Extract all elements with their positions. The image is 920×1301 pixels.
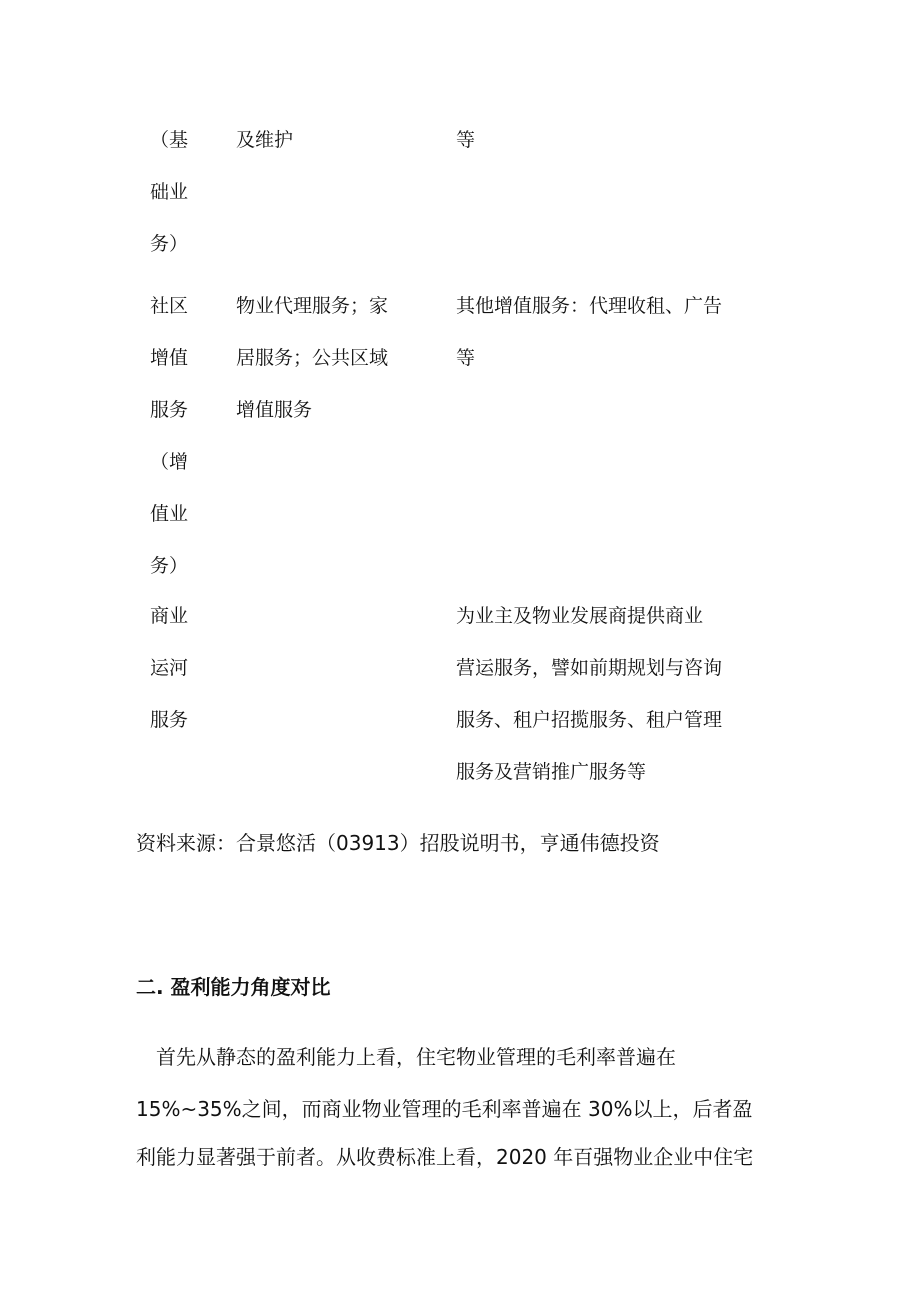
table-cell-category xyxy=(150,590,220,746)
cell-line: 服务、租户招揽服务、租户管理 xyxy=(456,709,723,731)
table-cell-service xyxy=(236,114,436,166)
cell-line: 其他增值服务：代理收租、广告 xyxy=(456,295,723,317)
paragraph-line: 利能力显著强于前者。从收费标准上看，2020 年百强物业企业中住宅 xyxy=(136,1145,754,1169)
cell-line: 务） xyxy=(150,555,189,577)
cell-line: 营运服务，譬如前期规划与咨询 xyxy=(456,657,723,679)
cell-line: 物业代理服务；家 xyxy=(236,295,389,317)
cell-line: 值业 xyxy=(150,503,189,525)
cell-line: 务） xyxy=(150,233,189,255)
cell-line: 增值服务 xyxy=(236,399,313,421)
section-heading: 二. 盈利能力角度对比 xyxy=(136,975,331,999)
cell-line: 等 xyxy=(456,347,476,369)
paragraph-line: 15%~35%之间，而商业物业管理的毛利率普遍在 30%以上，后者盈 xyxy=(136,1097,753,1121)
cell-line: 居服务；公共区域 xyxy=(236,347,389,369)
cell-line: 服务及营销推广服务等 xyxy=(456,761,647,783)
cell-line: 服务 xyxy=(150,709,189,731)
cell-line: 础业 xyxy=(150,181,189,203)
cell-line: 等 xyxy=(456,129,476,151)
paragraph-line: 首先从静态的盈利能力上看，住宅物业管理的毛利率普遍在 xyxy=(136,1045,676,1069)
cell-line: 商业 xyxy=(150,605,189,627)
cell-line: 增值 xyxy=(150,347,189,369)
cell-line: （增 xyxy=(150,451,189,473)
table-cell-description xyxy=(456,114,756,166)
table-cell-service xyxy=(236,280,436,436)
cell-line: 为业主及物业发展商提供商业 xyxy=(456,605,704,627)
table-cell-category xyxy=(150,114,220,270)
cell-line: 社区 xyxy=(150,295,189,317)
table-cell-description xyxy=(456,590,756,798)
source-note: 资料来源：合景悠活（03913）招股说明书，亨通伟德投资 xyxy=(136,831,660,855)
table-cell-category xyxy=(150,280,220,592)
cell-line: 运河 xyxy=(150,657,189,679)
cell-line: （基 xyxy=(150,129,189,151)
cell-line: 服务 xyxy=(150,399,189,421)
table-cell-description xyxy=(456,280,756,384)
cell-line: 及维护 xyxy=(236,129,294,151)
